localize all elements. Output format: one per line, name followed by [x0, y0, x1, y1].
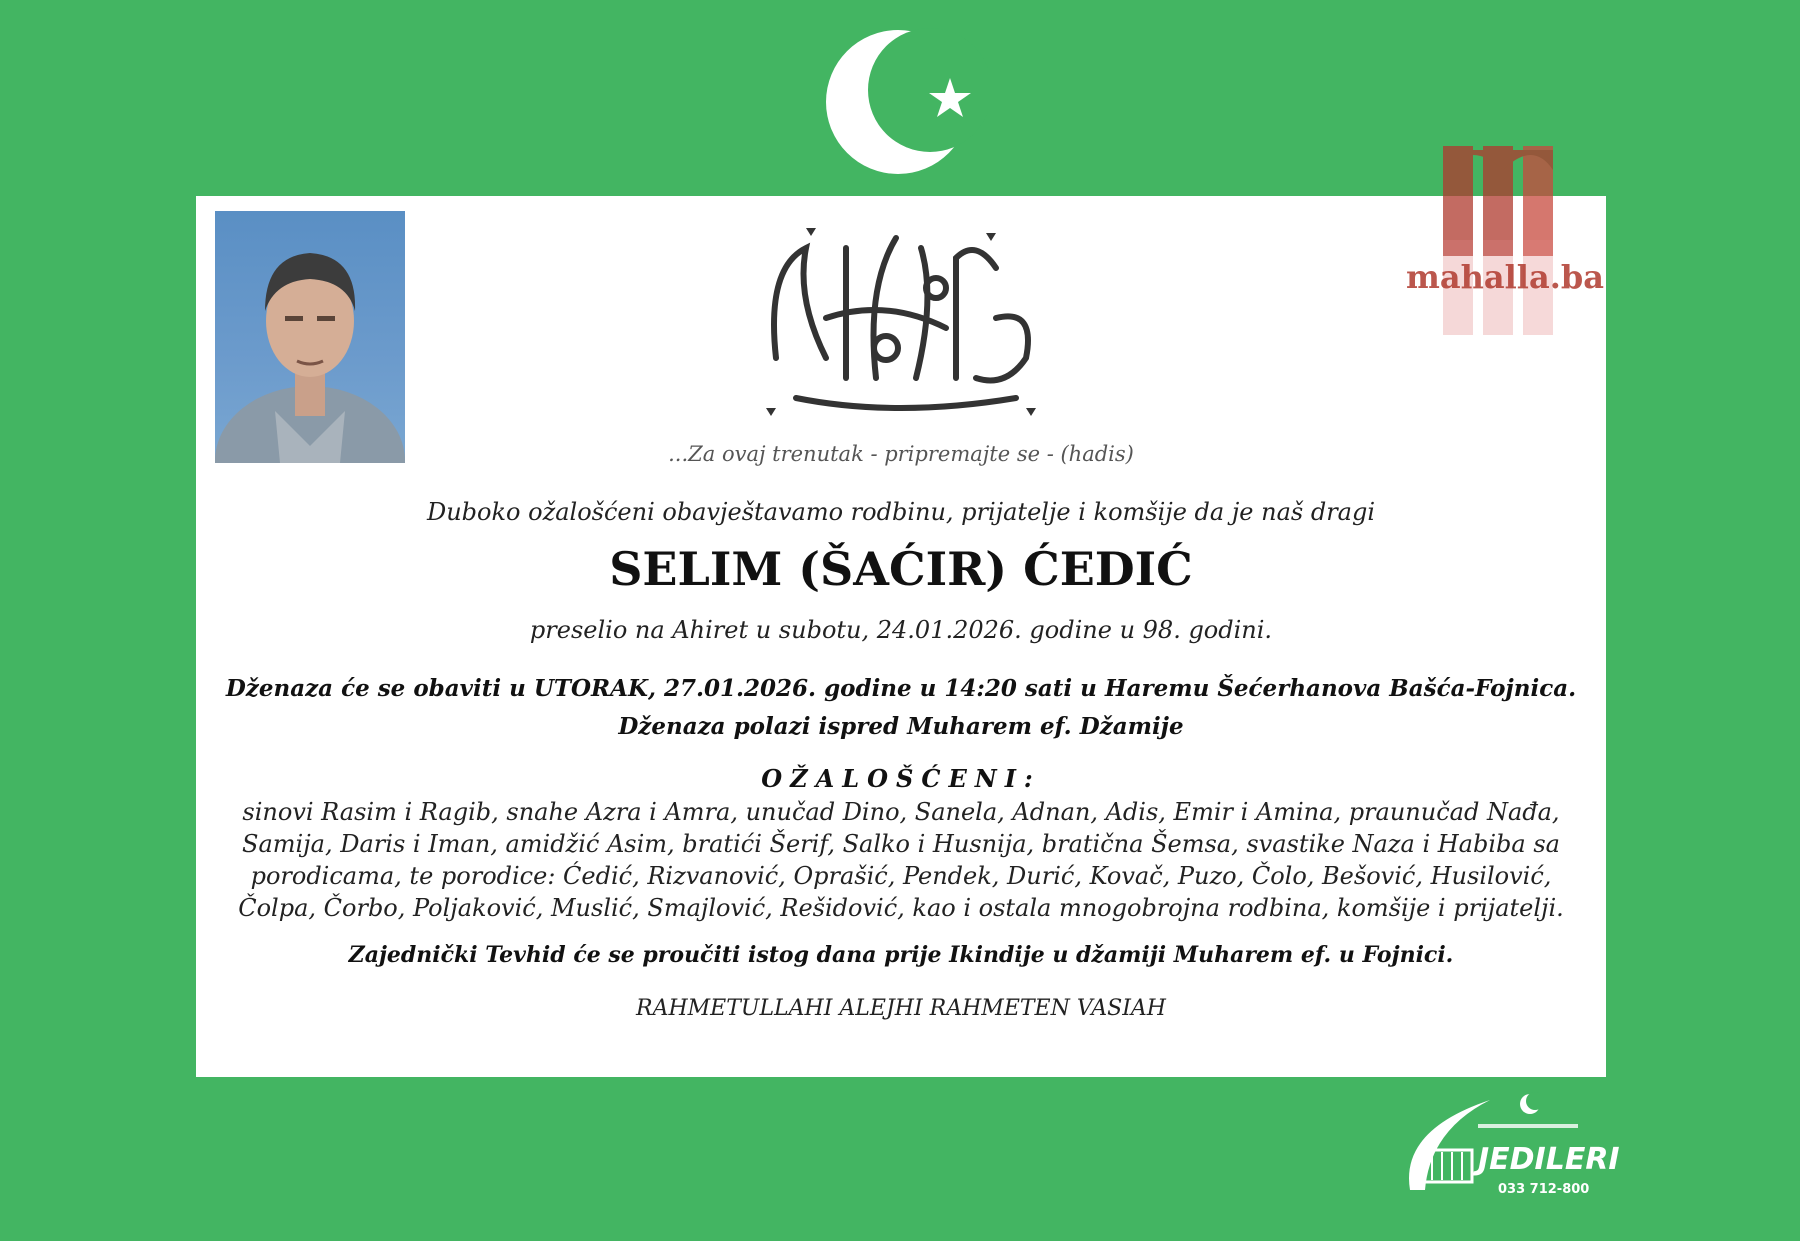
funeral-line: Dženaza će se obaviti u UTORAK, 27.01.2026. godine u 14:20 sati u Haremu Šećerhanova Bašća-Fojnica.: [225, 675, 1577, 702]
funeral-info: [196, 670, 1606, 746]
closing-prayer: RAHMETULLAHI ALEJHI RAHMETEN VASIAH: [636, 996, 1166, 1021]
funeral-line: Dženaza polazi ispred Muharem ef. Džamije: [618, 713, 1184, 740]
mourners-line: sinovi Rasim i Ragib, snahe Azra i Amra, unučad Dino, Sanela, Adnan, Adis, Emir i Amina, praunučad Nađa,: [242, 798, 1560, 826]
arabic-calligraphy-icon: [736, 208, 1056, 438]
passing-date-text: preselio na Ahiret u subotu, 24.01.2026. godine u 98. godini.: [529, 616, 1273, 644]
sponsor-name: JEDILERI: [1478, 1142, 1620, 1177]
mahalla-watermark: [1385, 140, 1625, 340]
mourners-line: porodicama, te porodice: Ćedić, Rizvanović, Oprašić, Pendek, Durić, Kovač, Puzo, Čolo, Bešović, Husilović,: [250, 862, 1552, 890]
sponsor-phone: 033 712-800: [1498, 1182, 1590, 1197]
deceased-name: SELIM (ŠAĆIR) ĆEDIĆ: [609, 542, 1193, 596]
mourners-list: [206, 796, 1596, 924]
mahalla-logo-icon: [1385, 140, 1625, 340]
sponsor-logo: [1390, 1090, 1620, 1205]
crescent-star-icon: [818, 20, 988, 185]
intro-text: Duboko ožalošćeni obavještavamo rodbinu, prijatelje i komšije da je naš dragi: [426, 498, 1376, 526]
tevhid-info: Zajednički Tevhid će se proučiti istog dana prije Ikindije u džamiji Muharem ef. u Fojnici.: [348, 942, 1454, 968]
mourners-title: OŽALOŠĆENI:: [761, 764, 1041, 793]
mourners-line: Samija, Daris i Iman, amidžić Asim, bratići Šerif, Salko i Husnija, bratična Šemsa, svastike Naza i Habiba sa: [242, 830, 1560, 858]
hadis-quote: ...Za ovaj trenutak - pripremajte se - (hadis): [668, 442, 1134, 466]
watermark-text: mahalla.ba: [1406, 258, 1604, 296]
portrait-photo: [215, 211, 405, 463]
mourners-line: Čolpa, Čorbo, Poljaković, Muslić, Smajlović, Rešidović, kao i ostala mnogobrojna rodbina, komšije i prijatelji.: [238, 894, 1564, 922]
